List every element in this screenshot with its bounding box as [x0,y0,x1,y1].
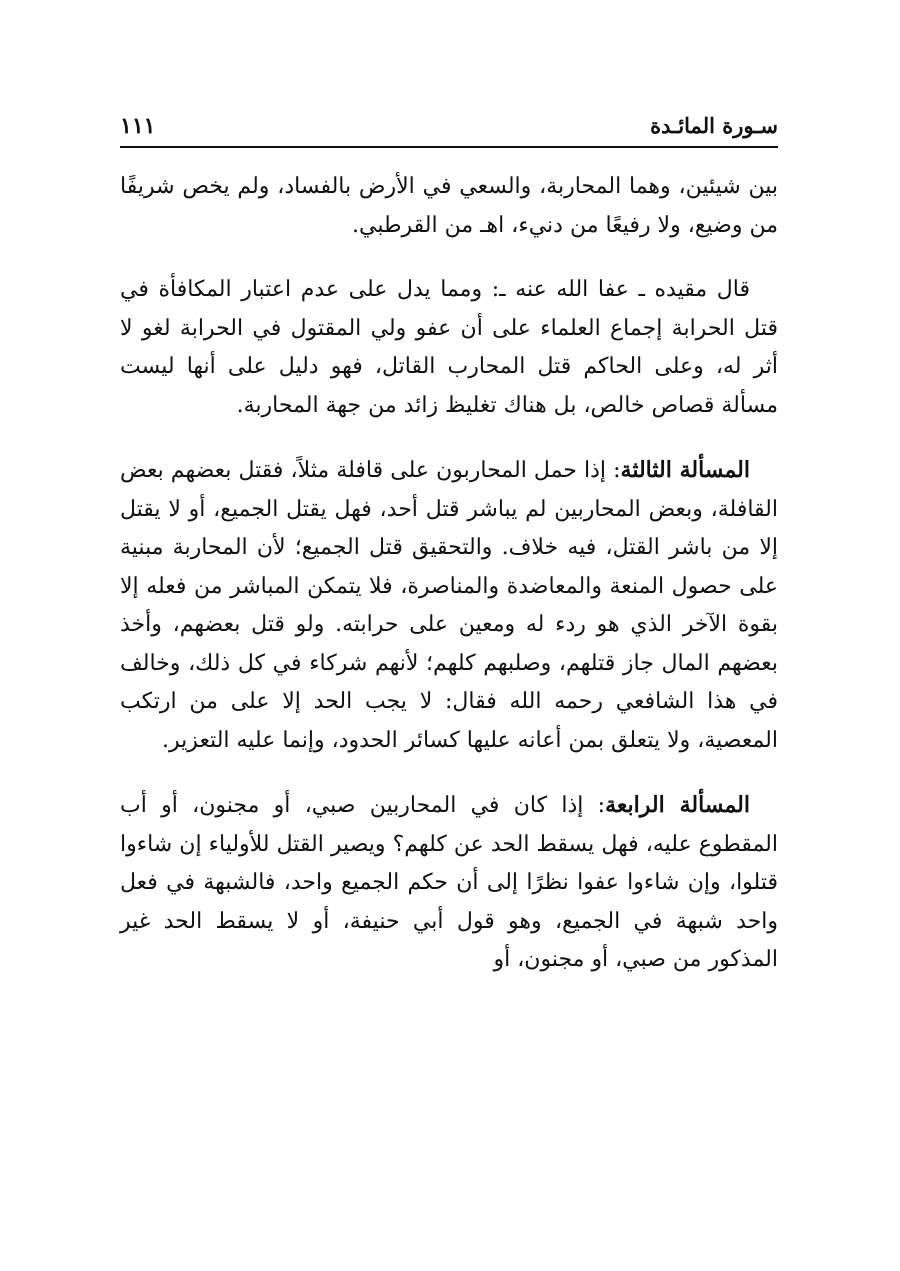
paragraph-3-heading: المسألة الثالثة [620,457,750,483]
page-number: ١١١ [120,113,156,139]
paragraph-4-heading: المسألة الرابعة [605,792,750,818]
paragraph-2 [120,271,778,425]
paragraph-1-text: بين شيئين، وهما المحاربة، والسعي في الأرض بالفساد، ولم يخص شريفًا من وضيع، ولا رفيعًا من دنيء، اهـ من القرطبي. [120,174,778,238]
paragraph-4 [120,786,778,980]
paragraph-1 [120,168,778,245]
paragraph-2-text: قال مقيده ـ عفا الله عنه ـ: ومما يدل على عدم اعتبار المكافأة في قتل الحرابة إجماع العلماء على أن عفو ولي المقتول في الحرابة لغو لا أثر له، وعلى الحاكم قتل المحارب القاتل، فهو دليل على أنها ليست مسألة قصاص خالص، بل هناك تغليظ زائد من جهة المحاربة. [120,277,778,418]
paragraph-3-text: : إذا حمل المحاربون على قافلة مثلاً، فقتل بعضهم بعض القافلة، وبعض المحاربين لم يباشر قتل أحد، فهل يقتل الجميع، أو لا يقتل إلا من باشر القتل، فيه خلاف. والتحقيق قتل الجميع؛ لأن المحاربة مبنية على حصول المنعة والمعاضدة والمناصرة، فلا يتمكن المباشر من فعله إلا بقوة الآخر الذي هو ردء له ومعين على حرابته. ولو قتل بعضهم، وأخذ بعضهم المال جاز قتلهم، وصلبهم كلهم؛ لأنهم شركاء في كل ذلك، وخالف في هذا الشافعي رحمه الله فقال: لا يجب الحد إلا على من ارتكب المعصية، ولا يتعلق بمن أعانه عليها كسائر الحدود، وإنما عليه التعزير. [120,458,778,753]
running-title: سـورة المائـدة [650,113,778,138]
book-page [120,0,778,1271]
running-header [120,108,778,144]
paragraph-4-text: : إذا كان في المحاربين صبي، أو مجنون، أو أب المقطوع عليه، فهل يسقط الحد عن كلهم؟ ويصير القتل للأولياء إن شاءوا قتلوا، وإن شاءوا عفوا نظرًا إلى أن حكم الجميع واحد، فالشبهة في فعل واحد شبهة في الجميع، وهو قول أبي حنيفة، أو لا يسقط الحد غير المذكور من صبي، أو مجنون، أو [120,793,778,972]
paragraph-3 [120,451,778,760]
header-rule [120,146,778,148]
body-text [120,168,778,1006]
